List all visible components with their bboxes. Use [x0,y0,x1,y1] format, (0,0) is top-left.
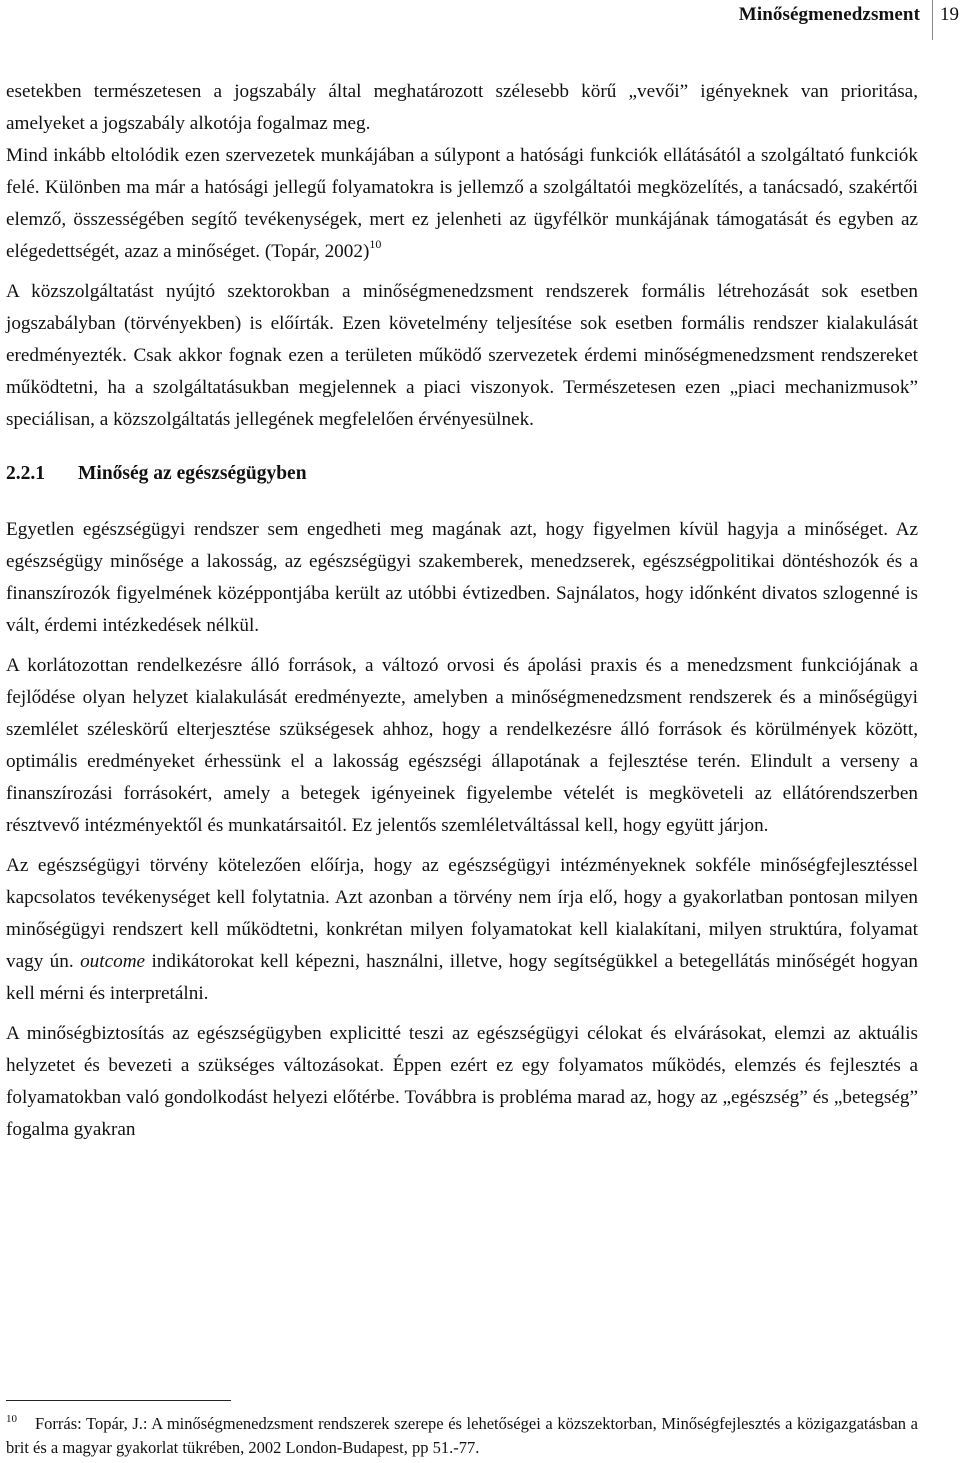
page-header [0,0,960,40]
paragraph [6,140,918,268]
section-title: Minőség az egészségügyben [78,463,307,484]
paragraph-text: indikátorokat kell képezni, használni, illetve, hogy segítségükkel a betegellátás minőségét hogyan kell mérni és interpretálni. [6,951,919,1004]
body-text [6,76,918,1146]
footnote-number: 10 [6,1413,17,1425]
paragraph-text: Az egészségügyi törvény kötelezően előírja, hogy az egészségügyi intézményeknek sokféle minőségfejlesztéssel kapcsolatos tevékenységet kell folytatnia. Azt azonban a törvény nem írja elő, hogy a gyakorlatban pontosan milyen minőségügyi rendszert kell működtetni, konkrétan milyen folyamatokat kell kialakítani, milyen struktúra, folyamat vagy ún. [6,855,918,972]
paragraph-text: Mind inkább eltolódik ezen szervezetek munkájában a súlypont a hatósági funkciók ellátásától a szolgáltató funkciók felé. Különben ma már a hatósági jellegű folyamatokra is jellemző a szolgáltatói megközelítés, a tanácsadó, szakértői elemző, összességében segítő tevékenységek, mert ez jelenheti az ügyfélkör munkájának támogatását és egyben az elégedettségét, azaz a minőséget. (Topár, 2002) [6,145,918,262]
paragraph: A korlátozottan rendelkezésre álló források, a változó orvosi és ápolási praxis és a menedzsment funkciójának a fejlődése olyan helyzet kialakulását eredményezte, amelyben a minőségmenedzsment rendszerek és a minőségügyi szemlélet széleskörű elterjesztése szükségesek ahhoz, hogy a rendelkezésre álló források és körülmények között, optimális eredményeket érhessünk el a lakosság egészségi állapotának a fejlesztése terén. Elindult a verseny a finanszírozási forrásokért, amely a betegek igényeinek figyelembe vételét is megköveteli az ellátórendszerben résztvevő intézményektől és munkatársaitól. Ez jelentős szemléletváltással kell, hogy együtt járjon. [6,655,918,836]
footnote [6,1412,918,1460]
section-number: 2.2.1 [6,463,45,484]
italic-term: outcome [80,951,146,972]
paragraph: esetekben természetesen a jogszabály által meghatározott szélesebb körű „vevői” igényeknek van prioritása, amelyeket a jogszabály alkotója fogalmaz meg. [6,81,918,134]
section-heading [6,458,918,490]
header-title: Minőségmenedzsment [738,4,920,25]
paragraph: Egyetlen egészségügyi rendszer sem engedheti meg magának azt, hogy figyelmen kívül hagyja a minőséget. Az egészségügy minősége a lakosság, az egészségügyi szakemberek, menedzserek, egészségpolitikai döntéshozók és a finanszírozók figyelmének középpontjába került az utóbbi évtizedben. Sajnálatos, hogy időnként divatos szlogenné is vált, érdemi intézkedések nélkül. [6,519,918,636]
page-number: 19 [940,4,959,25]
paragraph [6,850,918,1010]
footnote-reference: 10 [369,237,382,251]
footnote-text: Forrás: Topár, J.: A minőségmenedzsment rendszerek szerepe és lehetőségei a közszektorban, Minőségfejlesztés a közigazgatásban a brit és a magyar gyakorlat tükrében, 2002 London-Budapest, pp 51.-77. [6,1414,918,1457]
footnote-separator [6,1400,231,1401]
header-divider [932,0,933,40]
paragraph: A közszolgáltatást nyújtó szektorokban a minőségmenedzsment rendszerek formális létrehozását sok esetben jogszabályban (törvényekben) is előírták. Ezen követelmény teljesítése sok esetben formális rendszer kialakulását eredményezték. Csak akkor fognak ezen a területen működő szervezetek érdemi minőségmenedzsment rendszereket működtetni, ha a szolgáltatásukban megjelennek a piaci viszonyok. Természetesen ezen „piaci mechanizmusok” speciálisan, a közszolgáltatás jellegének megfelelően érvényesülnek. [6,281,918,430]
paragraph: A minőségbiztosítás az egészségügyben explicitté teszi az egészségügyi célokat és elvárásokat, elemzi az aktuális helyzetet és bevezeti a szükséges változásokat. Éppen ezért ez egy folyamatos működés, elemzés és fejlesztés a folyamatokban való gondolkodást helyezi előtérbe. Továbbra is probléma marad az, hogy az „egészség” és „betegség” fogalma gyakran [6,1023,918,1140]
